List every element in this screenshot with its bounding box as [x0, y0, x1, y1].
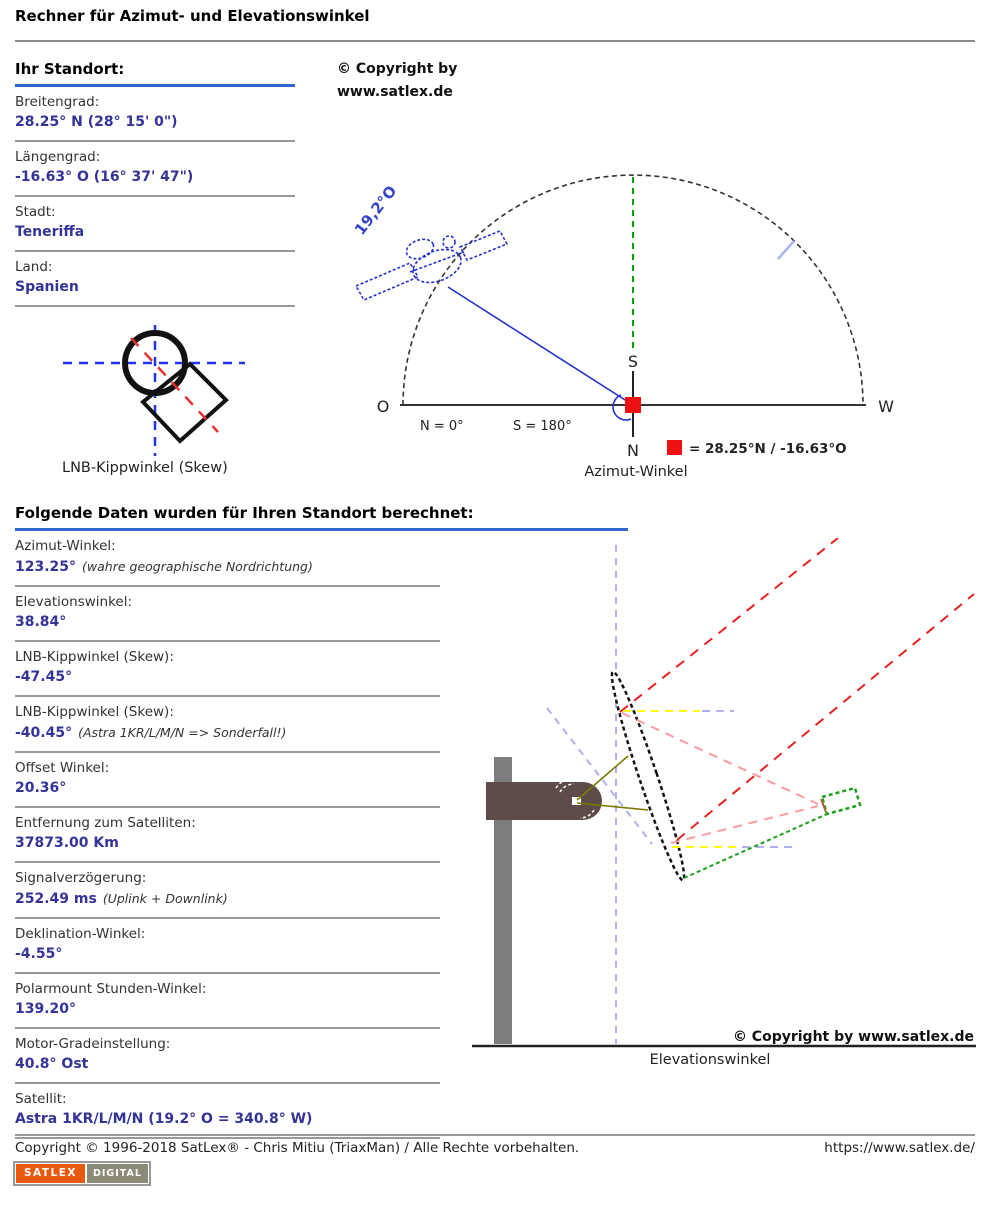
item-value: [15, 1000, 440, 1019]
item-value: [15, 113, 295, 132]
result-item: [15, 587, 440, 642]
lnb-skew-diagram: [30, 312, 320, 462]
satellite-right-panel: [460, 231, 507, 260]
logo-satlex-label: SATLEX: [16, 1164, 85, 1183]
footer-copyright: Copyright © 1996-2018 SatLex® - Chris Mitiu (TriaxMan) / Alle Rechte vorbehalten.: [15, 1140, 580, 1156]
reflected-ray-lower: [671, 806, 818, 843]
item-label: Signalverzögerung:: [15, 870, 147, 886]
item-value-text: 28.25° N (28° 15' 0"): [15, 114, 178, 130]
satellite-dish: [443, 236, 455, 248]
skew-angle-line: [131, 338, 218, 432]
item-value-text: 40.8° Ost: [15, 1056, 89, 1072]
item-value-text: -4.55°: [15, 946, 63, 962]
item-value-text: -16.63° O (16° 37' 47"): [15, 169, 194, 185]
item-label: Stadt:: [15, 204, 56, 220]
location-section: [15, 60, 295, 307]
item-value: [15, 278, 295, 297]
item-value-text: 20.36°: [15, 780, 67, 796]
results-heading: Folgende Daten wurden für Ihren Standort berechnet:: [15, 504, 628, 531]
result-item: [15, 753, 440, 808]
item-label: Entfernung zum Satelliten:: [15, 815, 196, 831]
satellite-body: [408, 243, 465, 288]
mount-arm: [486, 782, 602, 820]
item-value: [15, 168, 295, 187]
item-value-text: 123.25°: [15, 559, 77, 575]
page-title: Rechner für Azimut- und Elevationswinkel: [15, 7, 370, 25]
item-value-text: Teneriffa: [15, 224, 85, 240]
observer-marker: [625, 397, 641, 413]
elevation-diagram: [470, 538, 997, 1073]
legend-marker: [667, 440, 682, 455]
item-label: Elevationswinkel:: [15, 594, 133, 610]
item-value-text: 38.84°: [15, 614, 67, 630]
north-scale-label: N = 0°: [420, 419, 464, 434]
footer-url-link[interactable]: https://www.satlex.de/: [824, 1140, 975, 1156]
satlex-digital-logo[interactable]: [13, 1161, 151, 1186]
item-value-text: 252.49 ms: [15, 891, 97, 907]
result-item: [15, 1029, 440, 1084]
south-scale-label: S = 180°: [513, 419, 572, 434]
item-value: [15, 557, 440, 577]
satellite-left-panel: [356, 263, 418, 300]
item-value: [15, 613, 440, 632]
item-value: [15, 723, 440, 743]
result-item: [15, 919, 440, 974]
item-value-text: Spanien: [15, 279, 79, 295]
item-value: [15, 889, 440, 909]
item-value: [15, 1055, 440, 1074]
location-item: [15, 142, 295, 197]
azimuth-diagram: [330, 55, 997, 485]
item-label: Motor-Gradeinstellung:: [15, 1036, 171, 1052]
result-item: [15, 697, 440, 753]
compass-north: N: [627, 441, 639, 460]
legend-text: = 28.25°N / -16.63°O: [689, 441, 847, 457]
satellite-position-label: 19,2°O: [350, 182, 401, 239]
location-item: [15, 252, 295, 307]
item-note: (Astra 1KR/L/M/N => Sonderfall!): [78, 725, 287, 740]
satellite-sketch: [356, 231, 507, 300]
location-item: [15, 197, 295, 252]
compass-west: W: [878, 397, 894, 416]
location-item: [15, 87, 295, 142]
logo-digital-label: DIGITAL: [87, 1164, 148, 1183]
mount-strut-upper: [577, 756, 628, 800]
item-value: [15, 779, 440, 798]
item-label: Längengrad:: [15, 149, 101, 165]
item-label: Azimut-Winkel:: [15, 538, 116, 554]
item-label: Deklination-Winkel:: [15, 926, 146, 942]
dish-reflector: [604, 669, 691, 883]
item-label: Polarmount Stunden-Winkel:: [15, 981, 207, 997]
elevation-copyright: © Copyright by www.satlex.de: [732, 1029, 974, 1045]
item-value: [15, 223, 295, 242]
result-item: [15, 808, 440, 863]
footer-divider: [15, 1134, 975, 1136]
item-value-text: 37873.00 Km: [15, 835, 119, 851]
item-label: LNB-Kippwinkel (Skew):: [15, 704, 174, 720]
result-item: [15, 863, 440, 919]
azimuth-copyright-line1: © Copyright by: [337, 61, 458, 77]
pointing-line: [448, 287, 633, 405]
result-item: [15, 642, 440, 697]
item-value-text: -40.45°: [15, 725, 73, 741]
item-value-text: Astra 1KR/L/M/N (19.2° O = 340.8° W): [15, 1111, 313, 1127]
azimuth-caption: Azimut-Winkel: [584, 464, 688, 480]
results-list: [15, 531, 440, 1139]
item-value: [15, 668, 440, 687]
item-label: LNB-Kippwinkel (Skew):: [15, 649, 174, 665]
result-item: [15, 531, 440, 587]
result-item: [15, 1084, 440, 1139]
item-value-text: 139.20°: [15, 1001, 77, 1017]
azimuth-copyright-line2: www.satlex.de: [337, 84, 453, 100]
item-label: Offset Winkel:: [15, 760, 110, 776]
elevation-caption: Elevationswinkel: [649, 1052, 771, 1068]
result-item: [15, 974, 440, 1029]
arc-tick: [778, 241, 794, 259]
item-value: [15, 834, 440, 853]
title-divider: [15, 40, 975, 42]
incoming-ray-upper: [620, 538, 838, 712]
item-value-text: -47.45°: [15, 669, 73, 685]
item-value: [15, 945, 440, 964]
lnb-feed: [822, 788, 860, 814]
location-heading: Ihr Standort:: [15, 60, 295, 87]
satellite-module: [404, 236, 436, 262]
item-note: (wahre geographische Nordrichtung): [82, 559, 313, 574]
item-value: [15, 1110, 440, 1129]
skew-caption: LNB-Kippwinkel (Skew): [62, 460, 228, 476]
compass-south: S: [627, 352, 639, 371]
location-list: [15, 87, 295, 307]
item-label: Breitengrad:: [15, 94, 100, 110]
satellite-bar: [410, 252, 464, 272]
item-label: Satellit:: [15, 1091, 67, 1107]
compass-east: O: [376, 397, 390, 416]
item-note: (Uplink + Downlink): [102, 891, 228, 906]
item-label: Land:: [15, 259, 53, 275]
